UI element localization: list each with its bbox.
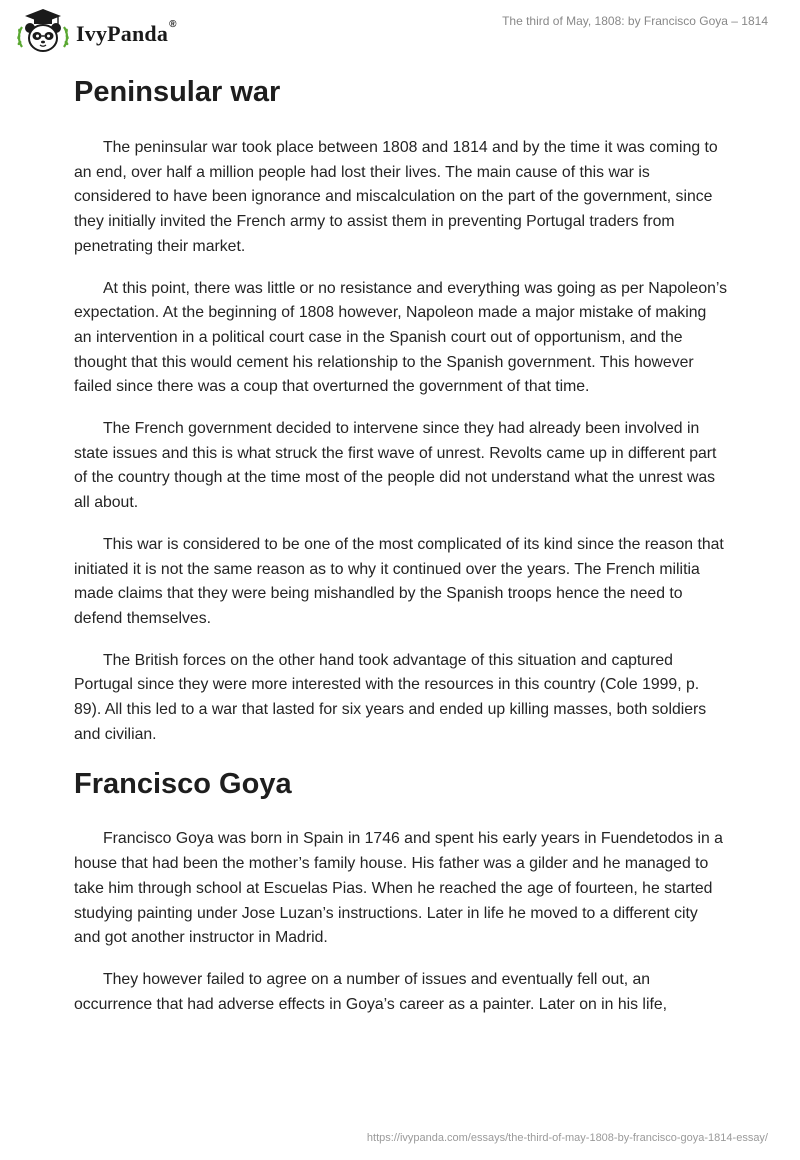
paragraph: The British forces on the other hand took advantage of this situation and captured Portugal since they were more interested with the resources in this country (Cole 1999, p. 89). All this led to a war that lasted for six years and ended up killing masses, both soldiers and civilian. [74,651,707,743]
document-title: The third of May, 1808: by Francisco Goya – 1814 [502,14,768,28]
brand-logo[interactable] [14,7,177,55]
paragraph: They however failed to agree on a number of issues and eventually fell out, an occurrence that had adverse effects in Goya’s career as a painter. Later on in his life, [74,970,668,1013]
essay-content [74,72,728,1034]
page-header [0,0,800,60]
paragraph: The peninsular war took place between 1808 and 1814 and by the time it was coming to an end, over half a million people had lost their lives. The main cause of this war is considered to have been ignorance and miscalculation on the part of the government, since they initially invited the French army to assist them in preventing Portugal traders from penetrating their market. [74,139,718,255]
source-url[interactable]: https://ivypanda.com/essays/the-third-of-may-1808-by-francisco-goya-1814-essay/ [366,1132,768,1144]
registered-mark: ® [169,19,177,30]
paragraph: The French government decided to intervene since they had already been involved in state issues and this is what struck the first wave of unrest. Revolts came up in different part of the country though at the time most of the people did not understand what the unrest was all about. [74,420,717,512]
paragraph: Francisco Goya was born in Spain in 1746 and spent his early years in Fuendetodos in a house that had been the mother’s family house. His father was a gilder and he managed to take him through school at Escuelas Pias. When he reached the age of fourteen, he started studying painting under Jose Luzan’s instructions. Later in life he moved to a different city and got another instructor in Madrid. [74,830,723,947]
section-heading: Francisco Goya [74,768,292,801]
section-heading: Peninsular war [74,76,281,108]
paragraph: At this point, there was little or no resistance and everything was going as per Napoleon’s expectation. At the beginning of 1808 however, Napoleon made a major mistake of making an intervention in a political court case in the Spanish court out of opportunism, and the thought that this would cement his relationship to the Spanish government. This however failed since there was a coup that overturned the government of that time. [74,279,728,396]
paragraph: This war is considered to be one of the most complicated of its kind since the reason that initiated it is not the same reason as to why it continued over the years. The French militia made claims that they were being mishandled by the Spanish troops hence the need to defend themselves. [74,535,724,627]
brand-name: IvyPanda® [76,19,177,46]
panda-graduate-icon [14,7,72,55]
